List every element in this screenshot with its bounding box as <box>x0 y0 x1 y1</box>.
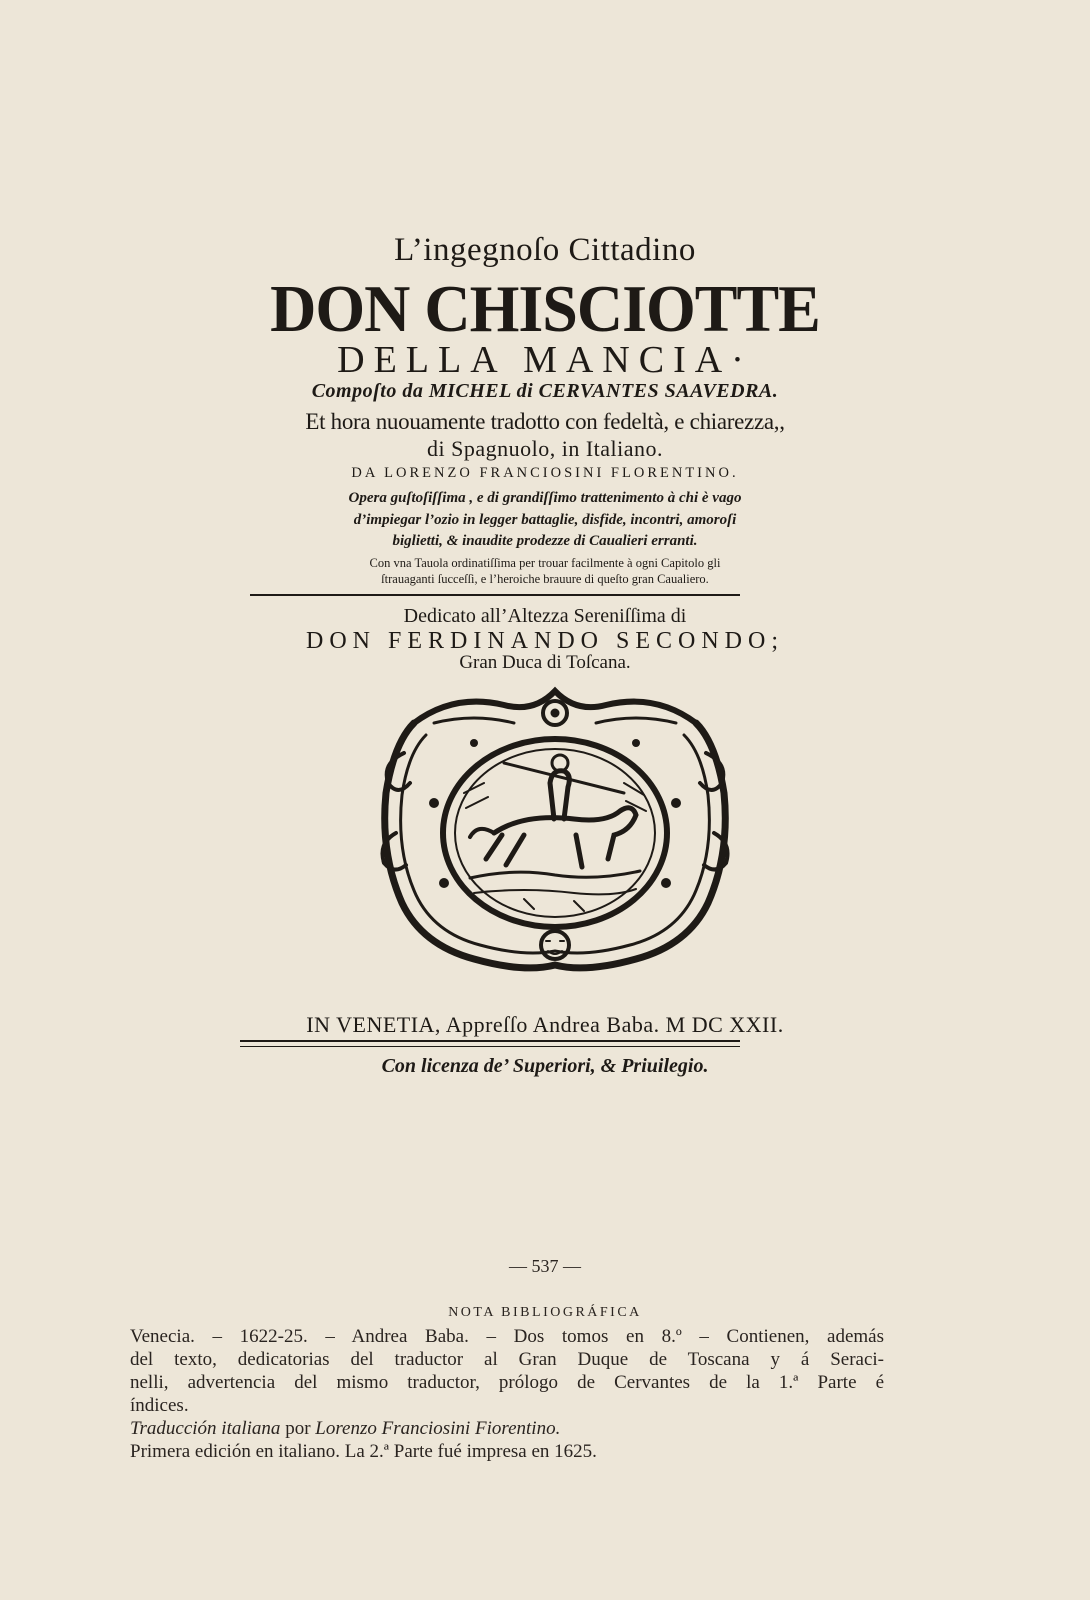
translation-label: Traducción italiana <box>130 1418 281 1439</box>
dedicatee-name: DON FERDINANDO SECONDO; <box>305 628 784 654</box>
author-line: Compoſto da MICHEL di CERVANTES SAAVEDRA. <box>311 380 779 402</box>
note-row-2: del texto, dedicatorias del traductor al Gran Duque de Toscana y á Seraci- <box>130 1349 884 1370</box>
divider-rule-top <box>250 594 740 596</box>
note-row-6: Primera edición en italiano. La 2.ª Parte fué impresa en 1625. <box>130 1441 597 1462</box>
bibliographic-note <box>130 1325 884 1463</box>
table-note-line-1: Con vna Tauola ordinatiſſima per trouar facilmente à ogni Capitolo gli <box>369 556 721 570</box>
page-number: — 537 — <box>509 1256 581 1276</box>
note-row-4: índices. <box>130 1395 189 1416</box>
description-line-2: d’impiegar l’ozio in legger battaglie, disfide, incontri, amoroſi <box>353 512 737 528</box>
title-line-ingegnoso: L’ingegnoſo Cittadino <box>394 232 696 268</box>
translation-line-1: Et hora nuouamente tradotto con fedeltà, e chiarezza,, <box>305 409 785 434</box>
translator-line: DA LORENZO FRANCIOSINI FLORENTINO. <box>351 465 739 481</box>
translation-line-2: di Spagnuolo, in Italiano. <box>426 436 664 461</box>
description-line-1: Opera guſtoſiſſima , e di grandiſſimo trattenimento à chi è vago <box>348 490 742 506</box>
note-row-1: Venecia. – 1622-25. – Andrea Baba. – Dos tomos en 8.º – Contienen, además <box>130 1326 884 1347</box>
dedication-line: Dedicato all’Altezza Sereniſſima di <box>403 605 687 627</box>
note-heading: NOTA BIBLIOGRÁFICA <box>448 1305 642 1320</box>
divider-rule-bottom <box>240 1040 740 1042</box>
note-row-3: nelli, advertencia del mismo traductor, prólogo de Cervantes de la 1.ª Parte é <box>130 1372 884 1393</box>
table-note-line-2: ſtrauaganti ſucceſſi, e l’heroiche brauure di queſto gran Caualiero. <box>381 572 709 586</box>
divider-rule-bottom-thin <box>240 1046 740 1047</box>
imprint-line: IN VENETIA, Appreſſo Andrea Baba. M DC XXII. <box>306 1012 784 1037</box>
translation-author: Lorenzo Franciosini Fiorentino. <box>315 1418 561 1439</box>
printer-emblem-image <box>374 683 736 975</box>
license-line: Con licenza de’ Superiori, & Priuilegio. <box>381 1055 709 1077</box>
description-line-3: biglietti, & inaudite prodezze di Caualieri erranti. <box>392 533 698 549</box>
title-della-mancia: DELLA MANCIA· <box>337 339 753 381</box>
title-don-chisciotte: DON CHISCIOTTE <box>270 271 820 346</box>
note-row-5 <box>130 1417 884 1440</box>
dedicatee-title: Gran Duca di Toſcana. <box>459 652 631 673</box>
translation-por: por <box>285 1418 311 1439</box>
